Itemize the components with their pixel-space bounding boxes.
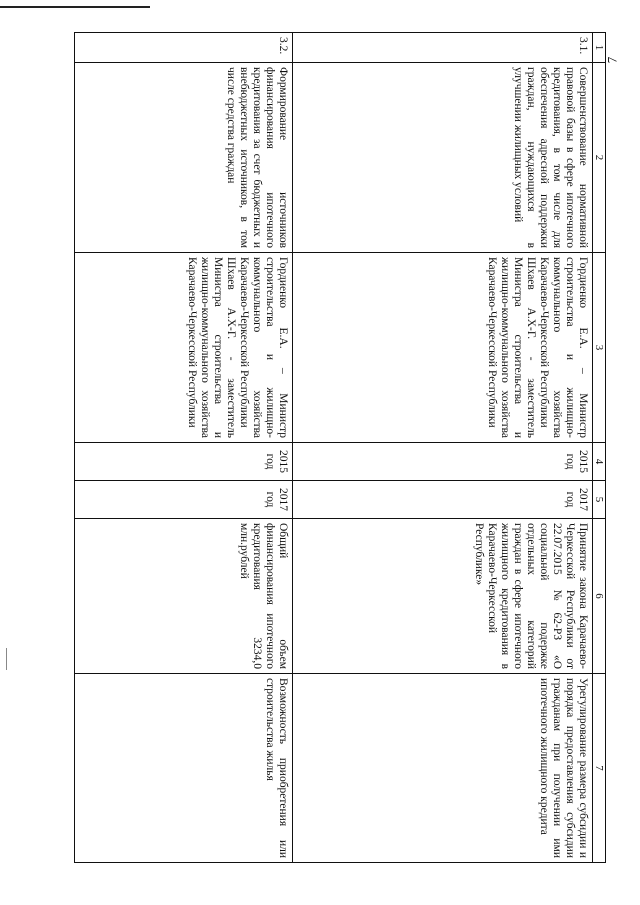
expected-result: Принятие закона Карачаево-Черкесской Республики от 22.07.2015 №62-РЗ «О социальной подержке отдельных категорий граждан в сфере ипотечного жилищного кредитования в Карачаево-Черкесской Республике»	[293, 519, 593, 674]
expected-effect: Возможность приобретения или строительства жилья	[75, 674, 293, 863]
table-row	[293, 33, 593, 863]
scan-mark	[6, 648, 7, 670]
executors: Гордиенко Е.А. – Министр строительства и жилищно-коммунального хозяйства Карачаево-Черкесской Республики Шхаев А.Х-Г. - заместитель Министра строительства и жилищно-коммунального хозяйства Карачаево-Черкесской Республики	[293, 253, 593, 443]
table-row	[75, 33, 293, 863]
expected-result: Общий объем финансирования ипотечного кредитования 3234,0 млн.рублей	[75, 519, 293, 674]
header-cell-7: 7	[593, 674, 606, 863]
end-year: 2017 год	[75, 481, 293, 519]
end-year: 2017 год	[293, 481, 593, 519]
row-number: 3.1.	[293, 33, 593, 63]
header-cell-6: 6	[593, 519, 606, 674]
header-cell-5: 5	[593, 481, 606, 519]
measures-table	[74, 32, 606, 863]
header-row	[593, 33, 606, 863]
header-cell-3: 3	[593, 253, 606, 443]
header-cell-2: 2	[593, 63, 606, 253]
header-cell-1: 1	[593, 33, 606, 63]
start-year: 2015 год	[75, 443, 293, 481]
executors: Гордиенко Е.А. – Министр строительства и жилищно-коммунального хозяйства Карачаево-Черкесской Республики Шхаев А.Х-Г. - заместитель Министра строительства и жилищно-коммунального хозяйства Карачаево-Черкесской Республики	[75, 253, 293, 443]
header-cell-4: 4	[593, 443, 606, 481]
event-name: Формирование источников финансирования ипотечного кредитования за счет бюджетных и внебюджетных источников, в том числе средства граждан	[75, 63, 293, 253]
row-number: 3.2.	[75, 33, 293, 63]
scan-edge-line	[0, 6, 150, 8]
expected-effect: Урегулирование размера субсидии и порядка предоставления субсидии гражданам при получении ими ипотечного жилищного кредита	[293, 674, 593, 863]
event-name: Совершенствование нормативной правовой базы в сфере ипотечного кредитования, в том числе для обеспечения адресной поддержки граждан, нуждающихся в улучшении жилищных условий	[293, 63, 593, 253]
start-year: 2015 год	[293, 443, 593, 481]
rotated-table-container	[76, 32, 606, 862]
page-number: 7	[604, 56, 620, 64]
